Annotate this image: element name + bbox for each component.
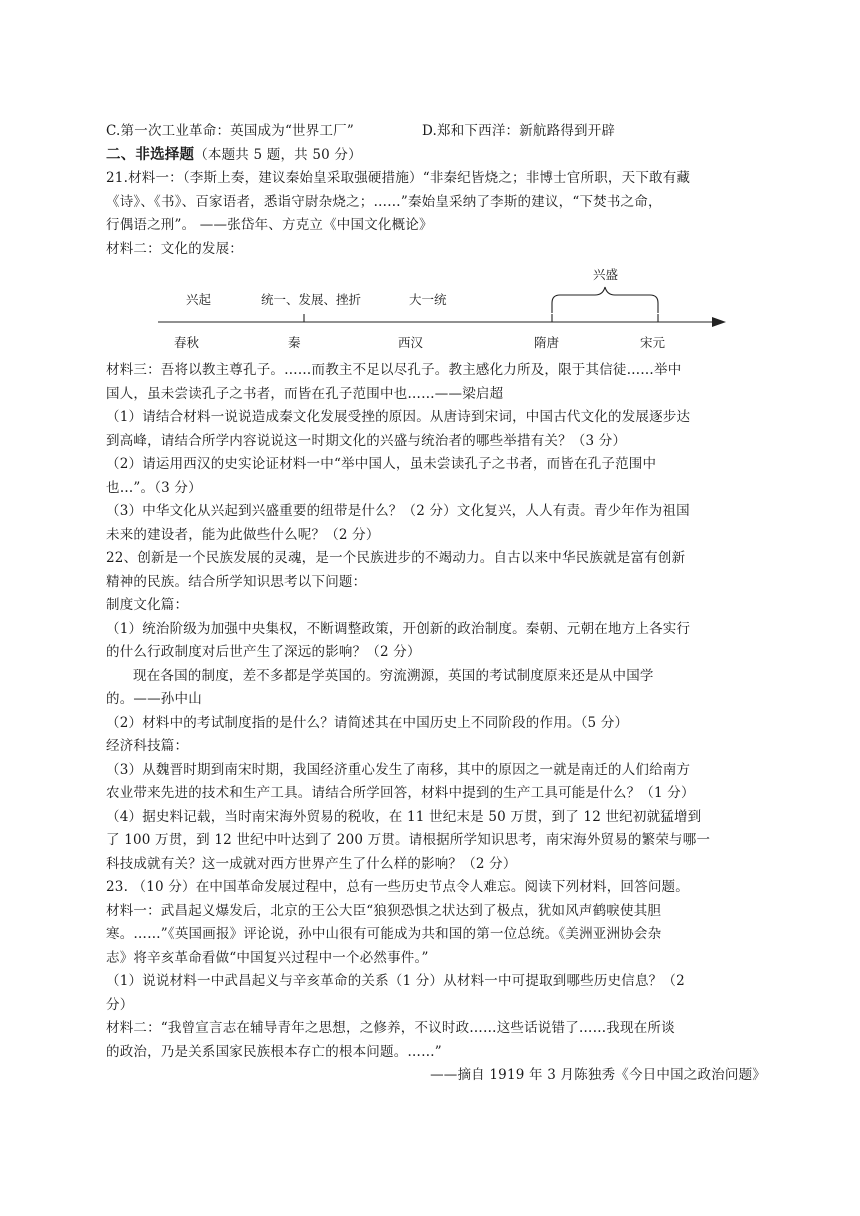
q22-intro-line: 22、创新是一个民族发展的灵魂，是一个民族进步的不竭动力。自古以来中华民族就是富有创新 bbox=[106, 550, 686, 566]
section-note: （本题共 5 题，共 50 分） bbox=[194, 146, 362, 163]
q21-sub3-line: 未来的建设者，能为此做些什么呢？（2 分） bbox=[106, 526, 380, 543]
section-title: 二、非选择题 bbox=[106, 146, 195, 163]
timeline-top-label: 兴起 bbox=[186, 292, 212, 307]
section-heading bbox=[106, 144, 766, 168]
question-21 bbox=[106, 167, 766, 547]
timeline-bottom-label: 西汉 bbox=[398, 335, 424, 350]
q21-sub2-line: 也…”。（3 分） bbox=[106, 479, 202, 496]
q23-intro: 23. （10 分）在中国革命发展过程中，总有一些历史节点令人难忘。阅读下列材料，回答问题。 bbox=[106, 879, 689, 895]
timeline-bottom-label: 秦 bbox=[288, 335, 301, 350]
timeline-top-label: 大一统 bbox=[409, 292, 447, 307]
q21-sub2-line: （2）请运用西汉的史实论证材料一中“举中国人，虽未尝读孔子之书者，而皆在孔子范围中 bbox=[106, 456, 657, 472]
q22-sub4-line: （4）据史料记载，当时南宋海外贸易的税收，在 11 世纪末是 50 万贯，到了 12 世纪初就猛增到 bbox=[106, 808, 702, 825]
timeline-top-label: 兴盛 bbox=[593, 267, 619, 282]
choice-options-row bbox=[106, 120, 766, 144]
q23-material2-line: 的政治，乃是关系国家民族根本存亡的根本问题。……” bbox=[106, 1043, 442, 1060]
option-d: D.郑和下西洋：新航路得到开辟 bbox=[422, 123, 616, 139]
q22-sub3-line: （3）从魏晋时期到南宋时期，我国经济重心发生了南移，其中的原因之一就是南迁的人们给南方 bbox=[106, 761, 691, 778]
q21-sub3-line: （3）中华文化从兴起到兴盛重要的纽带是什么？（2 分）文化复兴，人人有责。青少年作为祖国 bbox=[106, 503, 690, 519]
q23-material1-line: 寒。……”《英国画报》评论说，孙中山很有可能成为共和国的第一位总统。《美洲亚洲协会杂 bbox=[106, 926, 662, 942]
q23-material1-line: 材料一：武昌起义爆发后，北京的王公大臣“狼狈恐惧之状达到了极点，犹如风声鹤唳使其胆 bbox=[106, 902, 662, 919]
timeline-bottom-label: 宋元 bbox=[640, 335, 666, 350]
q22-intro-line: 精神的民族。结合所学知识思考以下问题： bbox=[106, 573, 367, 590]
q22-quote-line: 现在各国的制度，差不多都是学英国的。穷流溯源，英国的考试制度原来还是从中国学 bbox=[133, 667, 654, 684]
question-22 bbox=[106, 547, 766, 876]
timeline-bottom-label: 春秋 bbox=[174, 335, 200, 350]
q21-sub1-line: （1）请结合材料一说说造成秦文化发展受挫的原因。从唐诗到宋词，中国古代文化的发展逐步达 bbox=[106, 409, 691, 425]
q21-material1-line: 行偶语之刑”。 ——张岱年、方克立《中国文化概论》 bbox=[106, 217, 433, 233]
culture-timeline bbox=[106, 261, 766, 359]
q23-material2-line: 材料二：“我曾宣言志在辅导青年之思想，之修养，不议时政……这些话说错了……我现在所谈 bbox=[106, 1020, 675, 1036]
q22-sub1-line: （1）统治阶级为加强中央集权，不断调整政策，开创新的政治制度。秦朝、元朝在地方上各实行 bbox=[106, 620, 691, 637]
q22-part1-title: 制度文化篇： bbox=[106, 597, 189, 613]
q22-sub3-line: 农业带来先进的技术和生产工具。请结合所学回答，材料中提到的生产工具可能是什么？（1 分） bbox=[106, 785, 695, 801]
q21-material3-line: 国人，虽未尝读孔子之书者，而皆在孔子范围中也……——梁启超 bbox=[106, 385, 504, 402]
q22-sub4-line: 科技成就有关？这一成就对西方世界产生了什么样的影响？（2 分） bbox=[106, 855, 517, 872]
option-c: C.第一次工业革命：英国成为“世界工厂” bbox=[106, 123, 354, 139]
q22-part2-title: 经济科技篇： bbox=[106, 738, 189, 754]
q22-sub1-line: 的什么行政制度对后世产生了深远的影响？（2 分） bbox=[106, 644, 421, 660]
timeline-top-label: 统一、发展、挫折 bbox=[261, 292, 362, 307]
exam-page bbox=[106, 120, 766, 1088]
q23-sub1-line: （1）说说材料一中武昌起义与辛亥革命的关系（1 分）从材料一中可提取到哪些历史信息？（2 bbox=[106, 973, 685, 989]
q23-material1-line: 志》将辛亥革命看做“中国复兴过程中一个必然事件。” bbox=[106, 949, 429, 966]
q22-quote-line: 的。——孙中山 bbox=[106, 691, 202, 707]
timeline-axis bbox=[106, 261, 766, 359]
q21-material2-label: 材料二：文化的发展： bbox=[106, 240, 243, 257]
q21-material3-line: 材料三：吾将以教主尊孔子。……而教主不足以尽孔子。教主感化力所及，限于其信徒……举中 bbox=[106, 362, 682, 378]
q21-material1-line: 21.材料一：（李斯上奏，建议秦始皇采取强硬措施）“非秦纪皆烧之；非博士官所职，天下敢有藏 bbox=[106, 170, 691, 186]
timeline-bottom-label: 隋唐 bbox=[534, 335, 560, 350]
q22-sub2: （2）材料中的考试制度指的是什么？请简述其在中国历史上不同阶段的作用。（5 分） bbox=[106, 714, 629, 731]
q21-material1-line: 《诗》、《书》、百家语者，悉诣守尉杂烧之；……”秦始皇采纳了李斯的建议，“下焚书之命， bbox=[106, 193, 662, 210]
question-23 bbox=[106, 876, 766, 1088]
q21-sub1-line: 到高峰，请结合所学内容说说这一时期文化的兴盛与统治者的哪些举措有关？（3 分） bbox=[106, 432, 627, 449]
q22-sub4-line: 了 100 万贯，到 12 世纪中叶达到了 200 万贯。请根据所学知识思考，南宋海外贸易的繁荣与哪一 bbox=[106, 832, 711, 848]
q23-sub1-line: 分） bbox=[106, 996, 134, 1013]
q23-source: ——摘自 1919 年 3 月陈独秀《今日中国之政治问题》 bbox=[430, 1067, 766, 1083]
